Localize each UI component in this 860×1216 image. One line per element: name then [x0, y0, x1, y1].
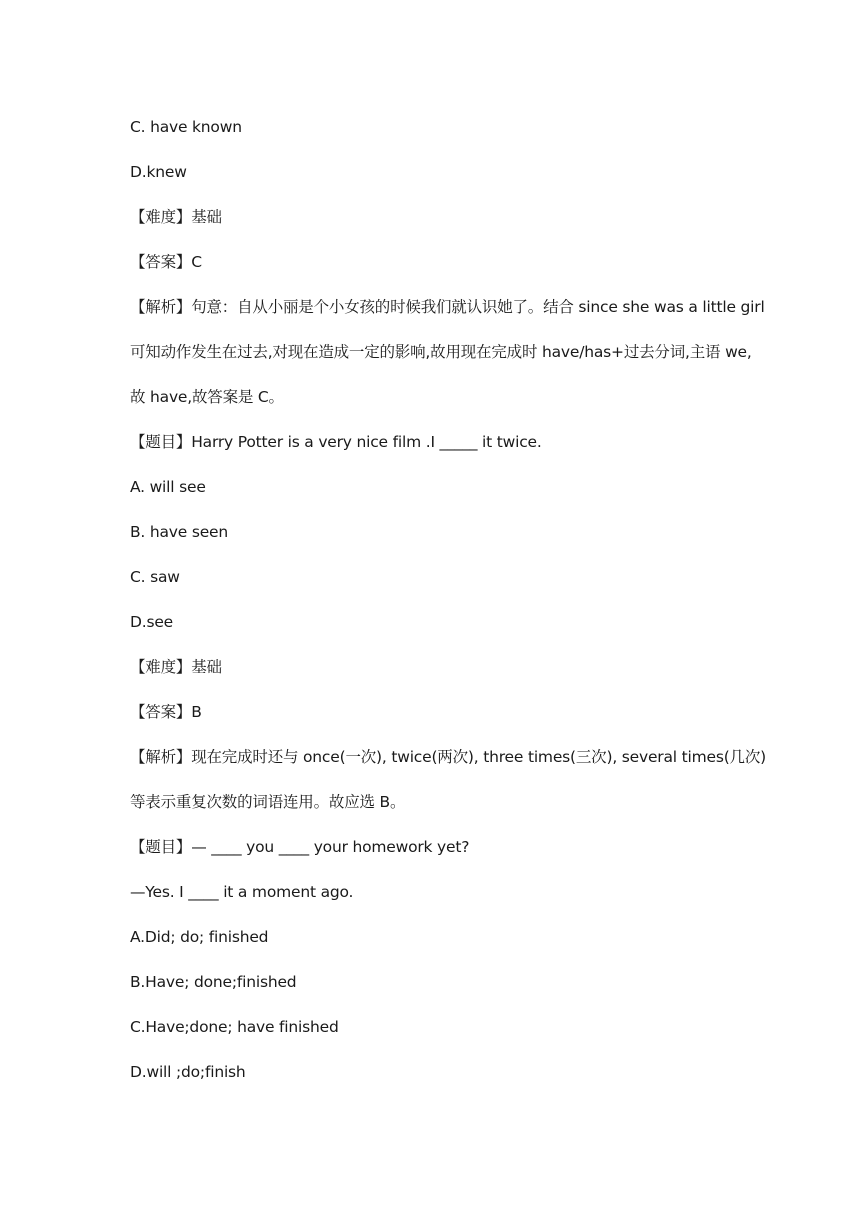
- answer-label: 【答案】B: [130, 703, 202, 721]
- option-d: D.see: [130, 613, 174, 631]
- explanation-line-3: 故 have,故答案是 C。: [130, 388, 284, 406]
- explanation-line-2: 等表示重复次数的词语连用。故应选 B。: [130, 793, 406, 811]
- question-title: 【题目】Harry Potter is a very nice film .I _____ it twice.: [130, 433, 542, 451]
- option-d: D.will ;do;finish: [130, 1063, 246, 1081]
- option-c-have-known: C. have known: [130, 118, 242, 136]
- difficulty-label: 【难度】基础: [130, 208, 222, 226]
- explanation-line-1: 【解析】现在完成时还与 once(一次), twice(两次), three times(三次), several times(几次): [130, 748, 766, 766]
- option-c: C.Have;done; have finished: [130, 1018, 339, 1036]
- explanation-line-1: 【解析】句意：自从小丽是个小女孩的时候我们就认识她了。结合 since she was a little girl: [130, 298, 765, 316]
- option-a: A. will see: [130, 478, 206, 496]
- option-b: B. have seen: [130, 523, 229, 541]
- difficulty-label: 【难度】基础: [130, 658, 222, 676]
- question-reply: —Yes. I ____ it a moment ago.: [130, 883, 354, 901]
- option-a: A.Did; do; finished: [130, 928, 269, 946]
- option-b: B.Have; done;finished: [130, 973, 297, 991]
- question-title: 【题目】— ____ you ____ your homework yet?: [130, 838, 470, 856]
- answer-label: 【答案】C: [130, 253, 202, 271]
- explanation-line-2: 可知动作发生在过去,对现在造成一定的影响,故用现在完成时 have/has+过去分词,主语 we,: [130, 343, 752, 361]
- option-c: C. saw: [130, 568, 180, 586]
- option-d-knew: D.knew: [130, 163, 187, 181]
